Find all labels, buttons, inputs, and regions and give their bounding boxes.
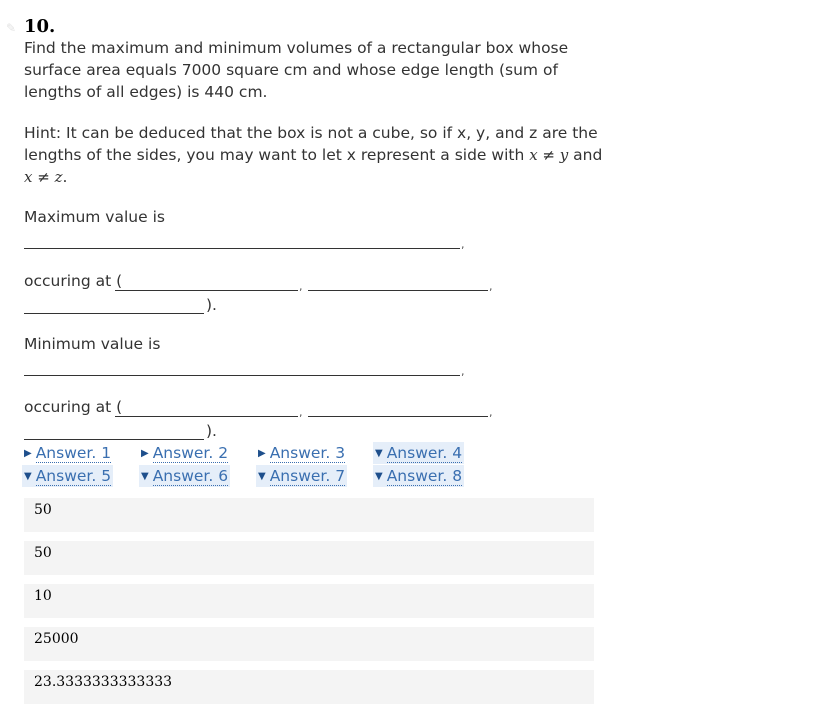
question-number: 10. (24, 16, 56, 37)
max-occuring-label: occuring at ( (24, 272, 123, 290)
math-x-neq-y: x ≠ y (529, 146, 569, 164)
pencil-icon: ✎ (6, 21, 17, 35)
max-value-input[interactable] (24, 248, 460, 249)
answer-tab-4[interactable]: ▼ Answer. 4 (375, 444, 463, 462)
max-y-input[interactable] (308, 290, 488, 291)
triangle-down-icon: ▼ (24, 471, 32, 482)
answer-tab-5[interactable]: ▼ Answer. 5 (24, 467, 112, 485)
triangle-right-icon: ▶ (141, 448, 149, 459)
min-value-label: Minimum value is (24, 335, 161, 353)
answer-content-6: 10 (24, 584, 594, 618)
question-text: Find the maximum and minimum volumes of a rectangular box whose surface area equals 7000 square cm and whose edge length (sum of lengths of all edges) is 440 cm. (24, 39, 569, 101)
triangle-down-icon: ▼ (141, 471, 149, 482)
answer-tab-1[interactable]: ▶ Answer. 1 (24, 444, 112, 462)
answer-content-8: 23.3333333333333 (24, 670, 594, 704)
max-z-input[interactable] (24, 313, 204, 314)
answer-tab-8[interactable]: ▼ Answer. 8 (375, 467, 463, 485)
answer-tab-7[interactable]: ▼ Answer. 7 (258, 467, 346, 485)
triangle-down-icon: ▼ (375, 448, 383, 459)
min-occuring-label: occuring at ( (24, 398, 123, 416)
triangle-right-icon: ▶ (258, 448, 266, 459)
min-value-input[interactable] (24, 375, 460, 376)
triangle-down-icon: ▼ (258, 471, 266, 482)
math-x-neq-z: x ≠ z (24, 168, 63, 186)
max-x-input[interactable] (115, 290, 298, 291)
min-x-input[interactable] (115, 416, 298, 417)
triangle-down-icon: ▼ (375, 471, 383, 482)
min-z-input[interactable] (24, 439, 204, 440)
max-value-label: Maximum value is (24, 208, 165, 226)
triangle-right-icon: ▶ (24, 448, 32, 459)
answer-tab-2[interactable]: ▶ Answer. 2 (141, 444, 229, 462)
min-y-input[interactable] (308, 416, 488, 417)
hint-text: Hint: It can be deduced that the box is not a cube, so if x, y, and z are the lengths of the sides, you may want to let x represent a side with x ≠ y and x ≠ z. (24, 124, 603, 186)
answer-tab-3[interactable]: ▶ Answer. 3 (258, 444, 346, 462)
answer-content-4: 50 (24, 498, 594, 532)
answer-content-5: 50 (24, 541, 594, 575)
answer-content-7: 25000 (24, 627, 594, 661)
answer-tab-6[interactable]: ▼ Answer. 6 (141, 467, 229, 485)
